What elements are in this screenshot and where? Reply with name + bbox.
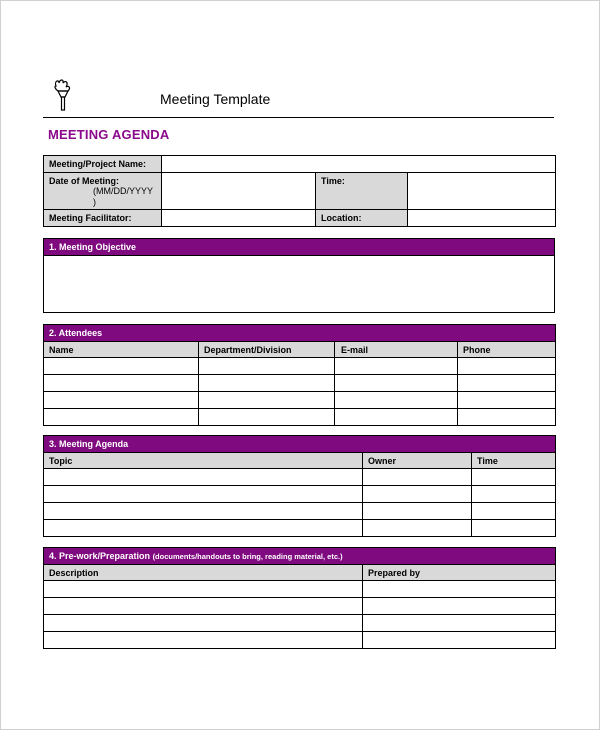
date-label-text: Date of Meeting:: [49, 176, 120, 186]
agenda-col-topic: Topic: [44, 453, 363, 469]
project-name-label: Meeting/Project Name:: [44, 156, 162, 173]
attendee-email-cell[interactable]: [335, 409, 458, 426]
attendee-email-cell[interactable]: [335, 375, 458, 392]
objective-field[interactable]: [44, 256, 555, 313]
prework-title: 4. Pre-work/Preparation: [49, 551, 151, 561]
agenda-owner-cell[interactable]: [363, 469, 472, 486]
agenda-title: 3. Meeting Agenda: [44, 436, 556, 453]
attendees-col-phone: Phone: [458, 342, 556, 358]
attendee-department-cell[interactable]: [199, 358, 335, 375]
attendee-name-cell[interactable]: [44, 358, 199, 375]
date-field[interactable]: [162, 173, 316, 210]
attendees-col-department: Department/Division: [199, 342, 335, 358]
agenda-owner-cell[interactable]: [363, 520, 472, 537]
agenda-section: [43, 435, 556, 537]
prework-description-cell[interactable]: [44, 598, 363, 615]
attendees-col-name: Name: [44, 342, 199, 358]
agenda-topic-cell[interactable]: [44, 503, 363, 520]
time-field[interactable]: [408, 173, 556, 210]
agenda-time-cell[interactable]: [472, 486, 556, 503]
attendees-col-email: E-mail: [335, 342, 458, 358]
facilitator-field[interactable]: [162, 210, 316, 227]
attendee-department-cell[interactable]: [199, 409, 335, 426]
document-title: Meeting Template: [160, 91, 271, 107]
attendee-name-cell[interactable]: [44, 392, 199, 409]
attendee-phone-cell[interactable]: [458, 375, 556, 392]
time-label: Time:: [316, 173, 408, 210]
prework-col-prepared-by: Prepared by: [363, 565, 556, 581]
prework-description-cell[interactable]: [44, 632, 363, 649]
agenda-owner-cell[interactable]: [363, 486, 472, 503]
attendee-department-cell[interactable]: [199, 392, 335, 409]
prework-prepared-by-cell[interactable]: [363, 581, 556, 598]
title-divider: [43, 117, 554, 118]
agenda-topic-cell[interactable]: [44, 520, 363, 537]
date-format-hint: (MM/DD/YYYY: [93, 186, 154, 196]
attendee-name-cell[interactable]: [44, 409, 199, 426]
prework-prepared-by-cell[interactable]: [363, 632, 556, 649]
agenda-col-owner: Owner: [363, 453, 472, 469]
agenda-col-time: Time: [472, 453, 556, 469]
project-name-field[interactable]: [162, 156, 556, 173]
objective-title: 1. Meeting Objective: [44, 239, 555, 256]
agenda-time-cell[interactable]: [472, 503, 556, 520]
attendee-email-cell[interactable]: [335, 392, 458, 409]
agenda-time-cell[interactable]: [472, 520, 556, 537]
attendee-name-cell[interactable]: [44, 375, 199, 392]
location-label: Location:: [316, 210, 408, 227]
attendees-title: 2. Attendees: [44, 325, 556, 342]
prework-section: [43, 547, 556, 649]
prework-description-cell[interactable]: [44, 615, 363, 632]
agenda-heading: MEETING AGENDA: [48, 127, 170, 142]
attendee-department-cell[interactable]: [199, 375, 335, 392]
prework-prepared-by-cell[interactable]: [363, 615, 556, 632]
attendee-email-cell[interactable]: [335, 358, 458, 375]
date-label: [44, 173, 162, 210]
agenda-time-cell[interactable]: [472, 469, 556, 486]
agenda-topic-cell[interactable]: [44, 469, 363, 486]
prework-col-description: Description: [44, 565, 363, 581]
meeting-info-table: [43, 155, 556, 227]
objective-section: [43, 238, 555, 313]
agenda-owner-cell[interactable]: [363, 503, 472, 520]
location-field[interactable]: [408, 210, 556, 227]
attendee-phone-cell[interactable]: [458, 358, 556, 375]
agenda-topic-cell[interactable]: [44, 486, 363, 503]
attendee-phone-cell[interactable]: [458, 409, 556, 426]
date-format-hint-end: ): [93, 197, 96, 207]
attendees-section: [43, 324, 556, 426]
prework-prepared-by-cell[interactable]: [363, 598, 556, 615]
prework-title-cell: [44, 548, 556, 565]
attendee-phone-cell[interactable]: [458, 392, 556, 409]
prework-description-cell[interactable]: [44, 581, 363, 598]
facilitator-label: Meeting Facilitator:: [44, 210, 162, 227]
prework-note: (documents/handouts to bring, reading material, etc.): [152, 552, 343, 561]
torch-icon: [50, 78, 76, 112]
